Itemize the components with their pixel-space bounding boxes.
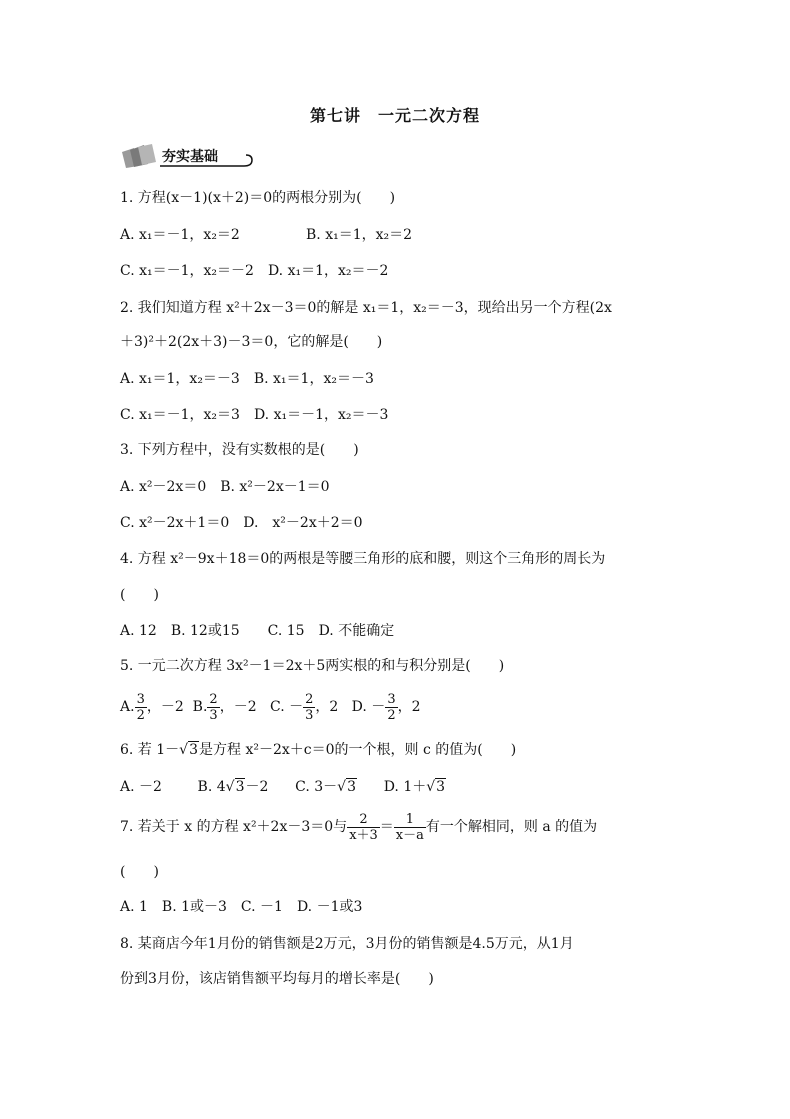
q7-fraction-1 [347,812,380,843]
q5-option-d-label: D. － [351,699,386,715]
q6-option-a: A. －2 [120,779,162,795]
q6-stem-radicand: 3 [189,742,199,758]
question-8-stem-line1: 8. 某商店今年1月份的销售额是2万元，3月份的销售额是4.5万元，从1月 [120,936,574,952]
fraction-numerator: 3 [387,691,396,707]
fraction-denominator: x－a [395,827,424,843]
question-7-options: A. 1 B. 1或－3 C. －1 D. －1或3 [120,899,363,915]
fraction-denominator: 2 [136,707,145,723]
fraction-numerator: 3 [136,691,145,707]
question-8-stem-line2: 份到3月份，该店销售额平均每月的增长率是( ) [120,971,434,987]
question-2-options-ab: A. x₁＝1，x₂＝－3 B. x₁＝1，x₂＝－3 [120,371,374,387]
section-label: 夯实基础 [162,149,218,165]
q5-option-b-fraction [207,692,219,723]
question-2-stem-line1: 2. 我们知道方程 x²＋2x－3＝0的解是 x₁＝1，x₂＝－3，现给出另一个方程(2x [120,300,612,316]
question-7-stem [120,810,597,844]
question-6-options [120,777,446,797]
fraction-numerator: 1 [394,812,426,828]
fraction-numerator: 2 [347,812,380,828]
question-6-stem [120,740,516,760]
page-title: 第七讲 一元二次方程 [309,106,480,125]
question-3-options-ab: A. x²－2x＝0 B. x²－2x－1＝0 [120,479,330,495]
fraction-denominator: 3 [305,707,314,723]
q5-option-a-rest: ，－2 [146,699,184,715]
q5-option-a-label: A. [120,699,135,715]
fraction-denominator: 2 [387,707,396,723]
question-3-options-cd: C. x²－2x＋1＝0 D. x²－2x＋2＝0 [120,515,363,531]
sqrt-sign: √ [179,742,189,758]
sqrt-sign: √ [426,779,436,795]
q7-fraction-2 [394,812,426,843]
question-4-options: A. 12 B. 12或15 C. 15 D. 不能确定 [120,623,395,639]
q7-equals: ＝ [379,819,394,835]
q6-option-c-radicand: 3 [347,779,356,795]
fraction-numerator: 2 [305,691,314,707]
q6-option-b-pre: B. 4 [197,779,226,795]
question-4-stem-line1: 4. 方程 x²－9x＋18＝0的两根是等腰三角形的底和腰，则这个三角形的周长为 [120,551,606,567]
section-header [120,142,260,170]
q5-option-a-fraction [135,692,147,723]
question-4-stem-line2: ( ) [120,587,159,603]
q6-option-c-pre: C. 3－ [295,779,338,795]
q5-option-c-label: C. － [269,699,304,715]
question-2-options-cd: C. x₁＝－1，x₂＝3 D. x₁＝－1，x₂＝－3 [120,407,389,423]
q5-option-d-rest: ，2 [397,699,421,715]
question-5-stem: 5. 一元二次方程 3x²－1＝2x＋5两实根的和与积分别是( ) [120,658,505,674]
fraction-denominator: x＋3 [349,827,378,843]
question-1-option-b: B. x₁＝1，x₂＝2 [306,227,413,243]
question-1-stem: 1. 方程(x－1)(x＋2)＝0的两根分别为( ) [120,190,396,206]
q6-option-b-post: －2 [245,779,269,795]
question-1-options-cd: C. x₁＝－1，x₂＝－2 D. x₁＝1，x₂＝－2 [120,263,389,279]
question-5-options [120,690,421,724]
q7-stem-post: 有一个解相同，则 a 的值为 [425,819,598,835]
sqrt-sign: √ [225,779,235,795]
q6-option-d-pre: D. 1＋ [383,779,427,795]
q6-stem-pre: 6. 若 1－ [120,742,180,758]
q5-option-d-fraction [385,692,397,723]
q5-option-b-rest: ，－2 [219,699,257,715]
fraction-denominator: 3 [209,707,218,723]
q7-stem-pre: 7. 若关于 x 的方程 x²＋2x－3＝0与 [120,819,348,835]
question-7-stem-line2: ( ) [120,864,159,880]
q5-option-c-rest: ，2 [315,699,339,715]
q5-option-c-fraction [303,692,315,723]
question-2-stem-line2: ＋3)²＋2(2x＋3)－3＝0，它的解是( ) [120,334,383,350]
question-3-stem: 3. 下列方程中，没有实数根的是( ) [120,442,359,458]
q6-option-b-radicand: 3 [235,779,245,795]
q6-stem-post: 是方程 x²－2x＋c＝0的一个根，则 c 的值为( ) [199,742,517,758]
question-1-option-a: A. x₁＝－1，x₂＝2 [120,227,240,243]
q6-option-d-radicand: 3 [436,779,446,795]
sqrt-sign: √ [337,779,347,795]
q5-option-b-label: B. [192,699,208,715]
fraction-numerator: 2 [209,691,218,707]
